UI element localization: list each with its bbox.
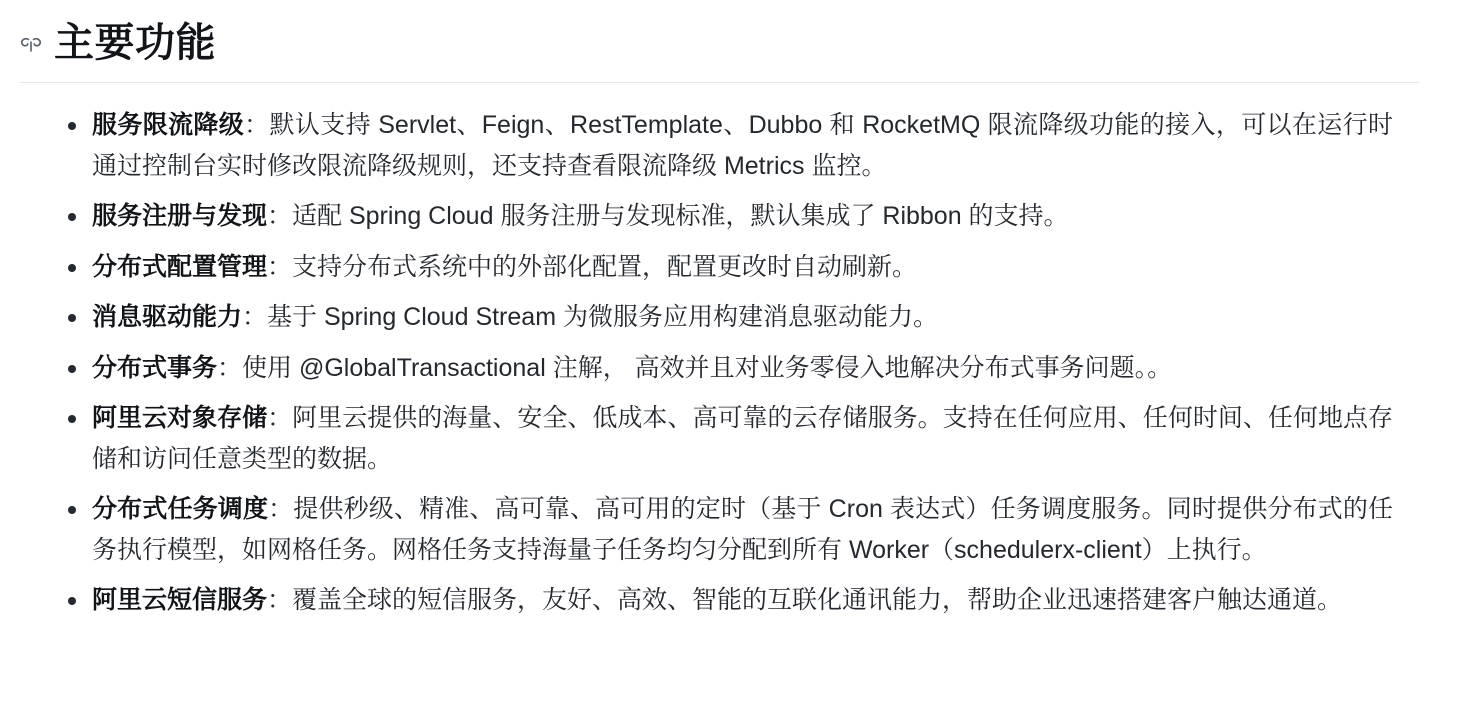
feature-description: ：提供秒级、精准、高可靠、高可用的定时（基于 Cron 表达式）任务调度服务。同时提供分布式的任务执行模型，如网格任务。网格任务支持海量子任务均匀分配到所有 Worker（schedulerx-client）上执行。: [92, 495, 1393, 564]
feature-description: ：阿里云提供的海量、安全、低成本、高可靠的云存储服务。支持在任何应用、任何时间、任何地点存储和访问任意类型的数据。: [92, 404, 1393, 473]
page-title: 主要功能: [54, 21, 216, 65]
feature-term: 分布式任务调度: [92, 495, 269, 523]
list-item: [92, 348, 1423, 389]
list-item: [92, 105, 1423, 186]
list-item: [92, 489, 1423, 570]
list-item: [92, 580, 1423, 621]
list-item: [92, 398, 1423, 479]
list-item: [92, 247, 1423, 288]
feature-description: ：默认支持 Servlet、Feign、RestTemplate、Dubbo 和 RocketMQ 限流降级功能的接入，可以在运行时通过控制台实时修改限流降级规则，还支持查看限流降级 Metrics 监控。: [92, 111, 1393, 180]
link-anchor-icon[interactable]: [18, 32, 44, 58]
feature-term: 服务注册与发现: [92, 202, 268, 230]
feature-description: ：基于 Spring Cloud Stream 为微服务应用构建消息驱动能力。: [242, 303, 938, 331]
list-item: [92, 297, 1423, 338]
list-item: [92, 196, 1423, 237]
feature-term: 阿里云短信服务: [92, 586, 268, 614]
feature-term: 分布式事务: [92, 353, 218, 382]
feature-description: ：适配 Spring Cloud 服务注册与发现标准，默认集成了 Ribbon 的支持。: [267, 202, 1069, 230]
feature-term: 阿里云对象存储: [92, 404, 268, 432]
feature-description: ：覆盖全球的短信服务，友好、高效、智能的互联化通讯能力，帮助企业迅速搭建客户触达通道。: [267, 586, 1343, 614]
feature-description: ：支持分布式系统中的外部化配置，配置更改时自动刷新。: [267, 252, 918, 281]
feature-list: [14, 105, 1423, 621]
feature-term: 分布式配置管理: [92, 252, 268, 281]
feature-term: 消息驱动能力: [92, 303, 243, 331]
heading-row: [14, 10, 1423, 68]
feature-description: ：使用 @GlobalTransactional 注解， 高效并且对业务零侵入地解决分布式事务问题。。: [217, 353, 1173, 382]
title-divider: [20, 82, 1419, 83]
feature-term: 服务限流降级: [92, 111, 245, 139]
